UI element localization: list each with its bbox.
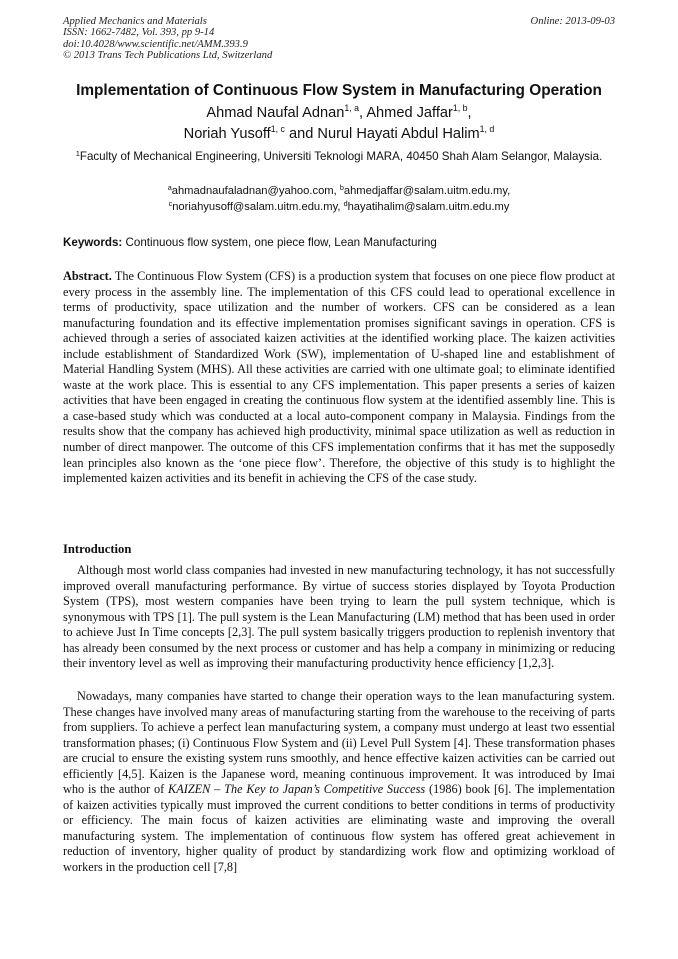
- email-address: ahmadnaufaladnan@yahoo.com,: [171, 185, 337, 197]
- paper-title: Implementation of Continuous Flow System in Manufacturing Operation: [76, 82, 602, 99]
- author-name: Ahmad Naufal Adnan: [206, 105, 345, 121]
- email-address: ahmedjaffar@salam.uitm.edu.my,: [343, 185, 511, 197]
- email-line-1: $^a$ahmadnaufaladnan@yahoo.com, $^b$ahmedjaffar@salam.uitm.edu.my,: [167, 183, 511, 197]
- affiliation: [68, 149, 610, 165]
- email-address: hayatihalim@salam.uitm.edu.my: [347, 200, 510, 213]
- publication-info: [63, 16, 272, 62]
- author-line-1: Ahmad Naufal Adnan$^{1, a}$, Ahmed Jaffar$^{1, b}$,: [206, 103, 472, 121]
- author-superscript: 1, b: [452, 103, 468, 113]
- keywords: [63, 236, 623, 250]
- author-superscript: 1, c: [270, 124, 285, 134]
- issn-line: ISSN: 1662-7482, Vol. 393, pp 9-14: [63, 27, 215, 39]
- author-line-2: Noriah Yusoff$^{1, c}$ and Nurul Hayati Abdul Halim$^{1, d}$: [183, 124, 495, 142]
- affiliation-superscript: 1: [75, 149, 80, 158]
- affiliation-text: Faculty of Mechanical Engineering, Universiti Teknologi MARA, 40450 Shah Alam Selangor, Malaysia.: [79, 150, 603, 163]
- author-name: Ahmed Jaffar: [366, 105, 453, 121]
- author-list: [40, 103, 638, 145]
- email-list: [60, 184, 618, 215]
- email-line-2: $^c$noriahyusoff@salam.uitm.edu.my, $^d$hayatihalim@salam.uitm.edu.my: [168, 198, 510, 213]
- doi-line: doi:10.4028/www.scientific.net/AMM.393.9: [63, 38, 248, 50]
- copyright-line: © 2013 Trans Tech Publications Ltd, Switzerland: [63, 50, 273, 62]
- email-address: noriahyusoff@salam.uitm.edu.my,: [172, 200, 341, 213]
- book-title: KAIZEN – The Key to Japan’s Competitive Success: [168, 782, 426, 797]
- abstract-label: Abstract.: [63, 269, 112, 283]
- online-date: Online: 2013-09-03: [530, 16, 615, 27]
- intro-paragraph-2: Nowadays, many companies have started to change their operation ways to the lean manufacturing system. These changes have involved many areas of manufacturing starting from the warehouse to the receiving of parts from suppliers. To achieve a perfect lean manufacturing system, a company must undergo at least two essential transformation phases; (i) Continuous Flow System and (ii) Level Pull System [4]. These transformation phases are crucial to ensure the existing system runs smoothly, and hence effective kaizen activities can be carried out efficiently [4,5]. Kaizen is the Japanese word, meaning continuous improvement. It was introduced by Imai who is the author of KAIZEN – The Key to Japan’s Competitive Success (1986) book [6]. The implementation of kaizen activities typically must improved the current conditions to better conditions in terms of productivity or efficiency. The main focus of kaizen activities are eliminating waste and improving the overall manufacturing system. The implementation of continuous flow system has offered great achievement in reduction of inventory, higher quality of product by standardizing work flow and optimizing workload of workers in the production cell [7,8]: [63, 689, 616, 875]
- keywords-label: Keywords:: [63, 236, 123, 249]
- author-name: Noriah Yusoff: [183, 126, 271, 142]
- author-superscript: 1, a: [344, 103, 360, 113]
- intro-paragraph-1: Although most world class companies had invested in new manufacturing technology, it has not successfully improved overall manufacturing performance. By virtue of success stories displayed by Toyota Production System (TPS), most western companies have been trying to learn the pull system technique, which is synonymous with TPS [1]. The pull system is the Lean Manufacturing (LM) method that has been used in order to achieve Just In Time concepts [2,3]. The pull system basically triggers production to replenish inventory that has already been consumed by the next process or customer and has help a company in minimizing or reducing their inventory level as well as improving their manufacturing productivity hence efficiency [1,2,3].: [63, 563, 615, 671]
- author-superscript: 1, d: [479, 124, 495, 134]
- keywords-text: Continuous flow system, one piece flow, Lean Manufacturing: [125, 236, 437, 249]
- journal-name: Applied Mechanics and Materials: [63, 16, 207, 27]
- section-heading-introduction: Introduction: [63, 542, 132, 556]
- abstract: [63, 269, 615, 487]
- abstract-text: The Continuous Flow System (CFS) is a production system that focuses on one piece flow product at every process in the assembly line. The implementation of this CFS could lead to operational excellence in terms of productivity, space utilization and the number of workers. CFS can be considered as a lean manufacturing foundation and its effective implementation promises significant savings in operation. CFS is achieved through a series of associated kaizen activities at the identified working place. The kaizen activities include establishment of Standardized Work (SW), implementation of U-shaped line and establishment of Material Handling System (MHS). All these activities are carried with one ultimate goal; to eliminate identified waste at the work place. This is essential to any CFS implementation. This paper presents a series of kaizen activities that have been engaged in creating the continuous flow system at the identified assembly line. This is a case-based study which was conducted at a local auto-component company in Malaysia. Findings from the results show that the company has achieved high productivity, minimal space utilization as well as reduction in number of direct manpower. The outcome of this CFS implementation confirms that it has met the supposedly lean principles also known as the ‘one piece flow’. Therefore, the objective of this study is to highlight the implemented kaizen activities and its benefit in achieving the CFS of the case study.: [63, 269, 615, 486]
- author-name: Nurul Hayati Abdul Halim: [317, 126, 480, 142]
